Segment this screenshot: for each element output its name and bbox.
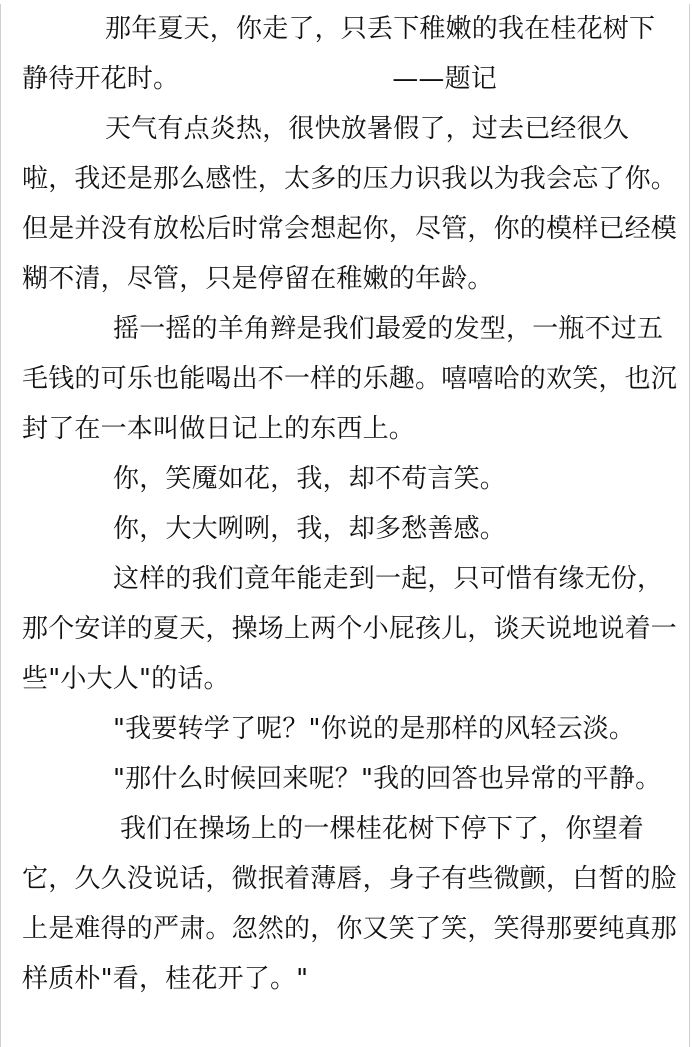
paragraph: 摇一摇的羊角辫是我们最爱的发型，一瓶不过五毛钱的可乐也能喝出不一样的乐趣。嘻嘻哈的欢笑，也沉封了在一本叫做日记上的东西上。 [22, 314, 678, 444]
paragraph: "我要转学了呢？"你说的是那样的风轻云淡。 [113, 714, 636, 744]
paragraph-text: 那年夏天，你走了，只丢下稚嫩的我在桂花树下静待开花时。 [22, 14, 656, 94]
paragraph: "那什么时候回来呢？"我的回答也异常的平静。 [113, 764, 662, 794]
paragraph-intro [22, 4, 681, 104]
paragraph: 这样的我们竟年能走到一起，只可惜有缘无份，那个安详的夏天，操场上两个小屁孩儿，谈天说地说着一些"小大人"的话。 [22, 564, 678, 694]
paragraph: 我们在操场上的一棵桂花树下停下了，你望着它，久久没说话，微抿着薄唇，身子有些微颤，白皙的脸上是难得的严肃。忽然的，你又笑了笑，笑得那要纯真那样质朴"看，桂花开了。" [22, 814, 678, 994]
article-page [0, 4, 690, 1047]
paragraph: 你，大大咧咧，我，却多愁善感。 [113, 514, 507, 544]
paragraph: 天气有点炎热，很快放暑假了，过去已经很久啦，我还是那么感性，太多的压力识我以为我会忘了你。但是并没有放松后时常会想起你，尽管，你的模样已经模糊不清，尽管，只是停留在稚嫩的年龄。 [22, 114, 678, 294]
epigraph-note: ——题记 [392, 64, 498, 94]
paragraph: 你，笑魇如花，我，却不苟言笑。 [113, 464, 507, 494]
